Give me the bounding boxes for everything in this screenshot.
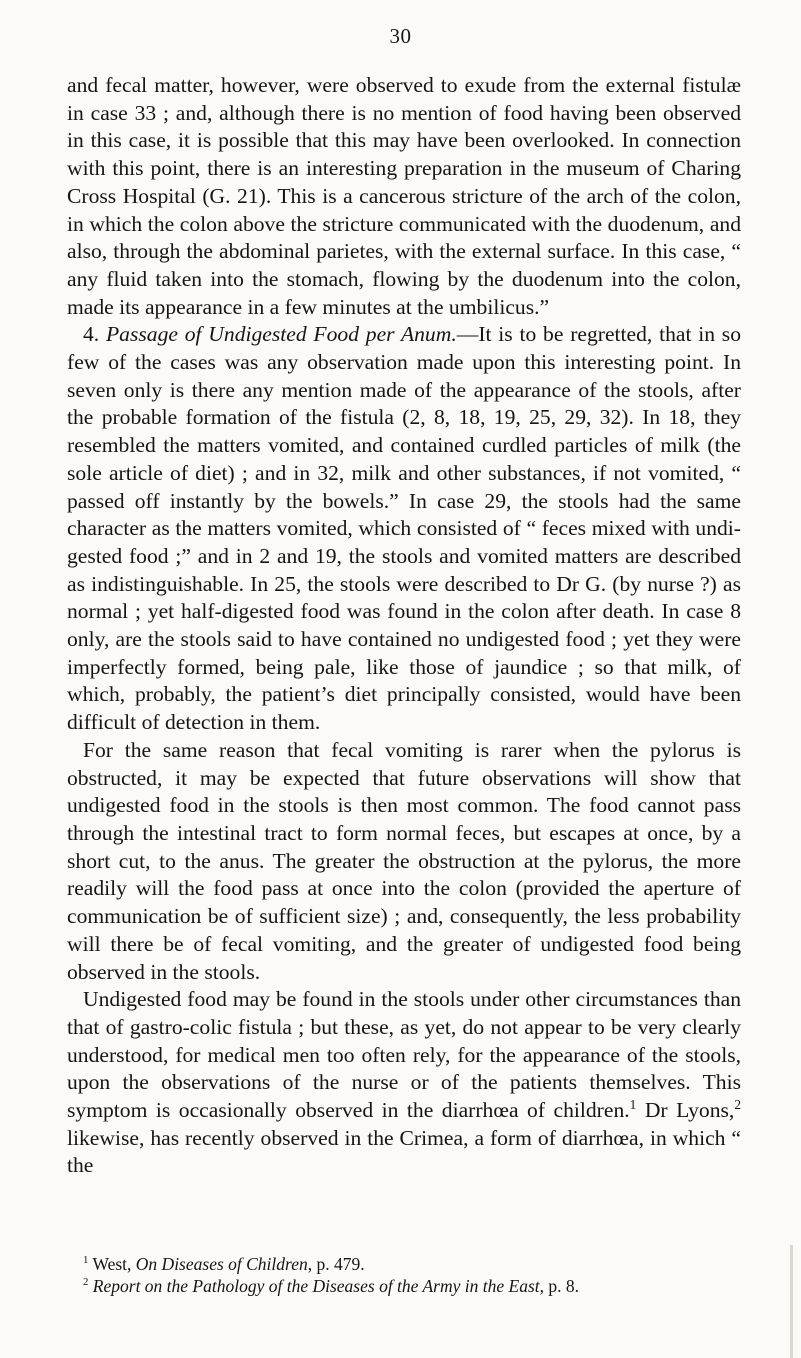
- section-body: —It is to be regretted, that in so few of the cases was any observation made upon this interesting point. In seven only is there any mention made of the appearance of the stools, after the probable formation of the fistula (2, 8, 18, 19, 25, 29, 32). In 18, they resembled the matters vomited, and contained curdled particles of milk (the sole article of diet) ; and in 32, milk and other substances, if not vomited, “ passed off instantly by the bowels.” In case 29, the stools had the same character as the matters vomited, which consisted of “ feces mixed with undigested food ;” and in 2 and 19, the stools and vomited matters are described as indistinguishable. In 25, the stools were described to Dr G. (by nurse ?) as normal ; yet half-digested food was found in the colon after death. In case 8 only, are the stools said to have contained no undigested food ; yet they were imperfectly formed, being pale, like those of jaundice ; so that milk, of which, probably, the patient’s diet principally consisted, would have been difficult of detection in them.: [67, 322, 742, 735]
- paragraph-1: and fecal matter, however, were observed to exude from the external fistulæ in case 33 ; and, although there is no mention of food having been observed in this case, it is possible that this may have been overlooked. In connection with this point, there is an interesting preparation in the museum of Charing Cross Hospital (G. 21). This is a cancerous stricture of the arch of the colon, in which the colon above the stricture communicated with the duodenum, and also, through the abdominal parietes, with the external surface. In this case, “ any fluid taken into the stomach, flowing by the duodenum into the colon, made its appearance in a few minutes at the umbilicus.”: [67, 73, 741, 319]
- paragraph-4-text-c: likewise, has recently observed in the Crimea, a form of diarrhœa, in which “ the: [67, 1125, 741, 1178]
- footnote-author: West,: [92, 1254, 136, 1274]
- footnote-1: [67, 1253, 741, 1275]
- paragraph-3: For the same reason that fecal vomiting is rarer when the pylorus is obstructed, it may be expected that future observations will show that undigested food in the stools is then most common. The food cannot pass through the intestinal tract to form normal feces, but escapes at once, by a short cut, to the anus. The greater the obstruction at the pylorus, the more readily will the food pass at once into the colon (provided the aperture of communication be of sufficient size) ; and, consequently, the less probability will there be of fecal vomiting, and the greater of undigested food being observed in the stools.: [67, 737, 741, 984]
- footnote-title: On Diseases of Children: [135, 1254, 308, 1274]
- footnotes: [67, 1253, 741, 1297]
- paragraph-2: [67, 321, 741, 737]
- body-text: [67, 72, 741, 1180]
- section-heading: Passage of Undigested Food per Anum.: [105, 322, 457, 347]
- footnote-page: , p. 479.: [307, 1254, 365, 1274]
- footnote-2: [67, 1275, 741, 1297]
- footnote-marker-2: 2: [83, 1276, 89, 1289]
- footnote-marker-1: 1: [83, 1254, 89, 1267]
- scan-edge-mark: [790, 1245, 793, 1358]
- paragraph-4-text-b: Dr Lyons,: [636, 1098, 735, 1123]
- footnote-reference-1: 1: [629, 1096, 637, 1112]
- paragraph-4: [67, 986, 741, 1180]
- paragraph-4-text-a: Undigested food may be found in the stools under other circumstances than that of gastro-colic fistula ; but these, as yet, do not appear to be very clearly understood, for medical men too often rely, for the appearance of the stools, upon the observations of the nurse or of the patients themselves. This symptom is occasionally observed in the diarrhœa of children.: [67, 987, 741, 1123]
- footnote-title: Report on the Pathology of the Diseases of the Army in the East: [92, 1276, 540, 1296]
- footnote-page: , p. 8.: [539, 1276, 580, 1296]
- section-number: 4.: [83, 322, 100, 347]
- page-number: 30: [389, 24, 412, 48]
- footnote-reference-2: 2: [734, 1096, 741, 1112]
